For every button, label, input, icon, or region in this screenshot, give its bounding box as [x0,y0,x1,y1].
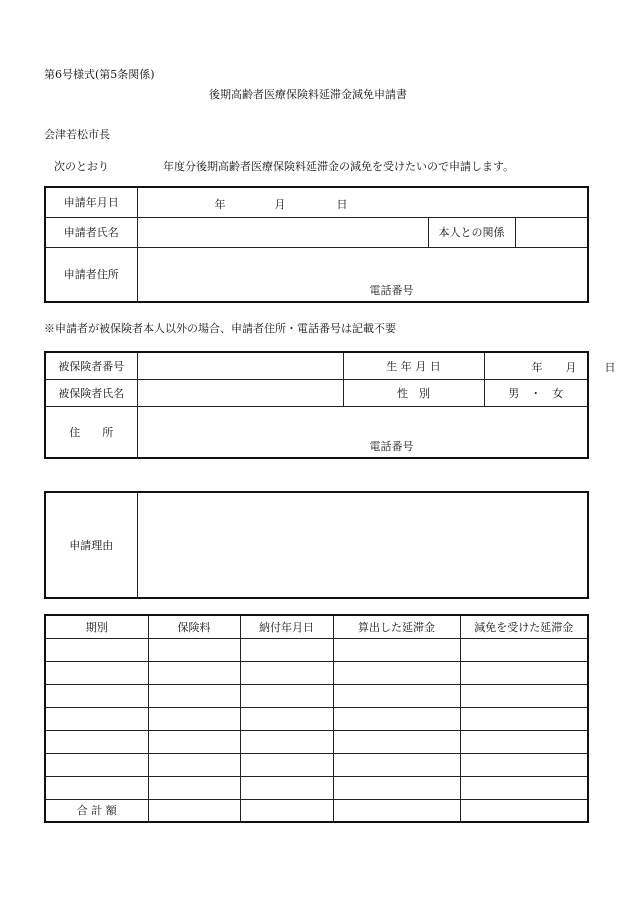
period-cell[interactable] [45,638,148,661]
reason-label: 申請理由 [45,492,137,598]
reduced-late-fee-cell[interactable] [460,707,588,730]
reason-table [44,491,589,599]
applicant-address-label: 申請者住所 [45,247,137,302]
application-date-month: 月 [274,198,286,211]
premium-cell[interactable] [148,684,240,707]
breakdown-table [44,614,589,823]
premium-cell[interactable] [148,638,240,661]
payment-date-cell[interactable] [240,661,333,684]
form-title: 後期高齢者医療保険料延滞金減免申請書 [209,88,407,101]
payment-date-cell[interactable] [240,776,333,799]
birthdate-year: 年 [531,361,543,374]
applicant-address-row [45,247,588,302]
period-cell[interactable] [45,684,148,707]
header-payment-date: 納付年月日 [240,615,333,638]
insured-name-label: 被保険者氏名 [45,379,137,406]
calculated-late-fee-cell[interactable] [333,638,460,661]
breakdown-row [45,661,588,684]
payment-date-cell[interactable] [240,707,333,730]
calculated-late-fee-cell[interactable] [333,776,460,799]
application-date-label: 申請年月日 [45,187,137,217]
insured-number-row [45,352,588,379]
breakdown-row [45,638,588,661]
period-cell[interactable] [45,707,148,730]
premium-cell[interactable] [148,661,240,684]
reduced-late-fee-cell[interactable] [460,776,588,799]
insured-number-label: 被保険者番号 [45,352,137,379]
application-date-day: 日 [336,198,348,211]
calculated-late-fee-cell[interactable] [333,730,460,753]
period-cell[interactable] [45,776,148,799]
insured-address-label: 住 所 [45,406,137,458]
header-calculated-late-fee: 算出した延滞金 [333,615,460,638]
reduced-late-fee-cell[interactable] [460,753,588,776]
breakdown-total-row [45,799,588,822]
period-cell[interactable] [45,730,148,753]
payment-date-cell[interactable] [240,753,333,776]
form-style-number: 第6号様式(第5条関係) [44,68,155,81]
applicant-table [44,186,589,303]
total-premium-cell[interactable] [148,799,240,822]
reason-field[interactable] [137,492,588,598]
birthdate-month: 月 [565,361,577,374]
breakdown-row [45,730,588,753]
breakdown-row [45,707,588,730]
relationship-field[interactable] [515,217,588,247]
reduced-late-fee-cell[interactable] [460,684,588,707]
applicant-name-row [45,217,588,247]
calculated-late-fee-cell[interactable] [333,707,460,730]
premium-cell[interactable] [148,776,240,799]
addressee: 会津若松市長 [44,128,110,141]
sex-options[interactable]: 男 ・ 女 [484,379,588,406]
payment-date-cell[interactable] [240,638,333,661]
intro-text: 年度分後期高齢者医療保険料延滞金の減免を受けたいので申請します。 [163,160,515,173]
header-period: 期別 [45,615,148,638]
reason-row [45,492,588,598]
intro-prefix: 次のとおり [54,160,109,173]
insured-number-field[interactable] [137,352,343,379]
reduced-late-fee-cell[interactable] [460,638,588,661]
premium-cell[interactable] [148,707,240,730]
application-date-year: 年 [214,198,226,211]
breakdown-row [45,776,588,799]
reduced-late-fee-cell[interactable] [460,730,588,753]
insured-phone-label: 電話番号 [369,440,414,453]
applicant-address-field[interactable] [137,247,588,302]
relationship-label: 本人との関係 [428,217,515,247]
header-reduced-late-fee: 減免を受けた延滞金 [460,615,588,638]
applicant-phone-label: 電話番号 [369,284,414,297]
application-date-field[interactable] [137,187,588,217]
premium-cell[interactable] [148,753,240,776]
insured-name-field[interactable] [137,379,343,406]
insured-table [44,351,616,459]
applicant-name-label: 申請者氏名 [45,217,137,247]
payment-date-cell[interactable] [240,730,333,753]
premium-cell[interactable] [148,730,240,753]
total-calculated-late-fee-cell[interactable] [333,799,460,822]
period-cell[interactable] [45,661,148,684]
birthdate-field[interactable] [484,352,616,379]
calculated-late-fee-cell[interactable] [333,753,460,776]
period-cell[interactable] [45,753,148,776]
note-text: ※申請者が被保険者本人以外の場合、申請者住所・電話番号は記載不要 [44,322,396,335]
breakdown-row [45,753,588,776]
breakdown-header-row [45,615,588,638]
calculated-late-fee-cell[interactable] [333,684,460,707]
total-payment-date-cell[interactable] [240,799,333,822]
reduced-late-fee-cell[interactable] [460,661,588,684]
insured-name-row [45,379,588,406]
applicant-name-field[interactable] [137,217,428,247]
header-premium: 保険料 [148,615,240,638]
total-label: 合 計 額 [45,799,148,822]
insured-address-row [45,406,588,458]
payment-date-cell[interactable] [240,684,333,707]
sex-label: 性 別 [343,379,484,406]
applicant-date-row [45,187,588,217]
birthdate-label: 生 年 月 日 [343,352,484,379]
birthdate-day: 日 [604,361,616,374]
total-reduced-late-fee-cell[interactable] [460,799,588,822]
breakdown-row [45,684,588,707]
calculated-late-fee-cell[interactable] [333,661,460,684]
insured-address-field[interactable] [137,406,588,458]
